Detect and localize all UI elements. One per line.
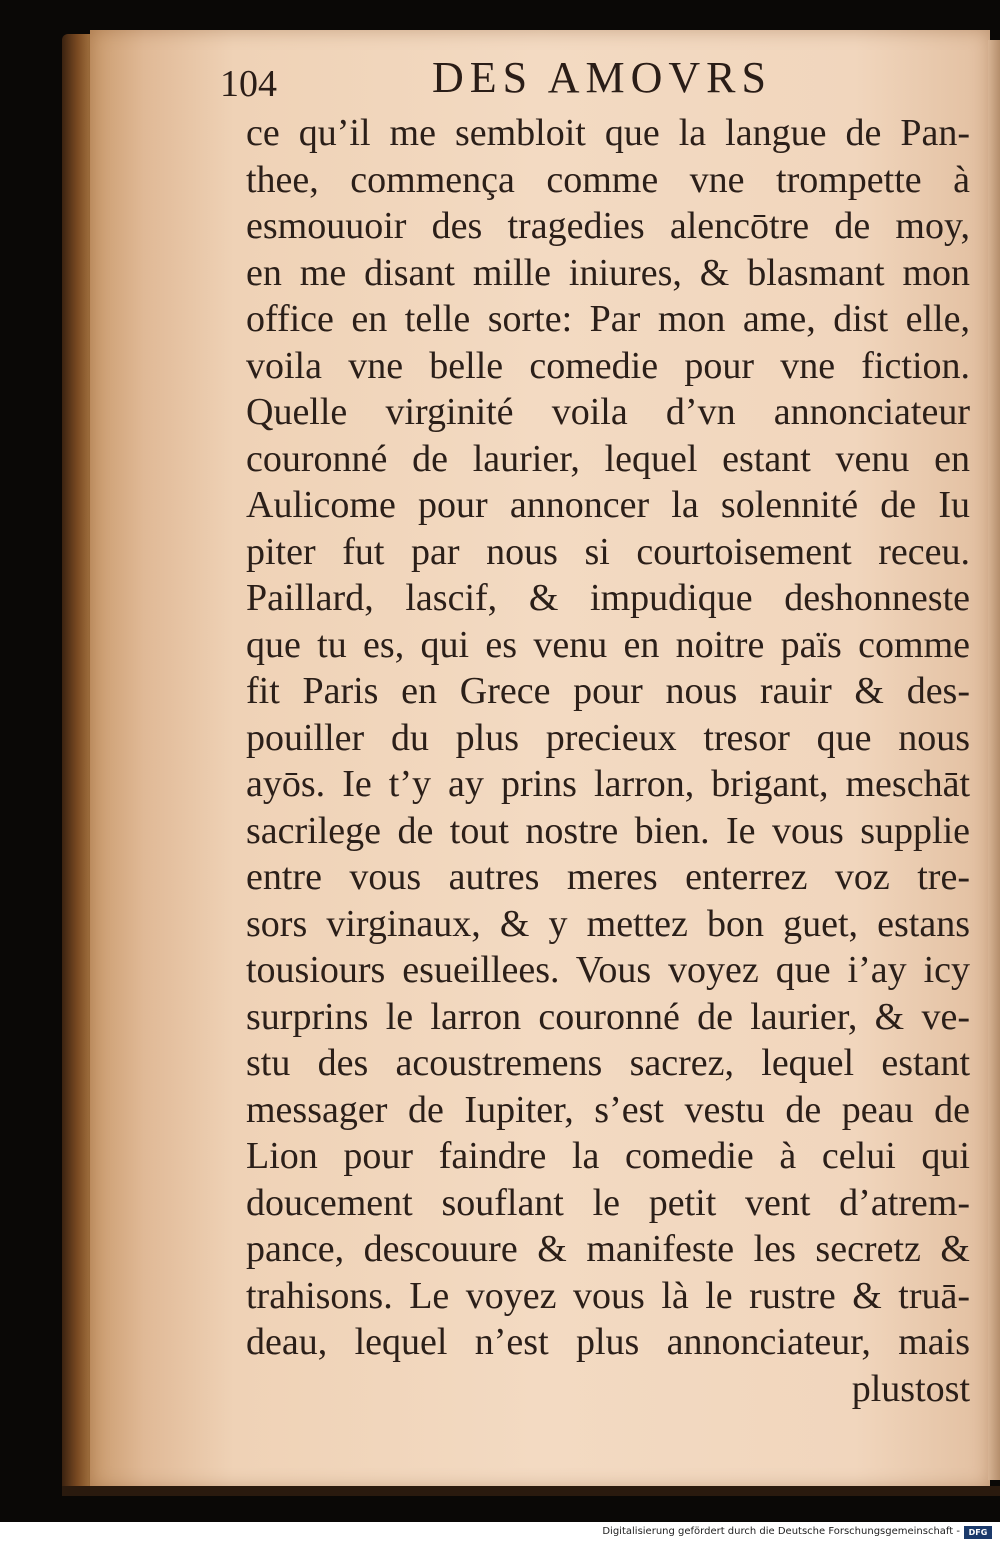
text-line: Paillard, lascif, & impudique deshonneste [246,577,970,619]
text-line: ayōs. Ie t’y ay prins larron, brigant, meschāt [246,763,970,805]
text-line: deau, lequel n’est plus annonciateur, mais [246,1321,970,1363]
text-line: esmouuoir des tragedies alencōtre de moy, [246,205,970,247]
catchword: plustost [851,1367,970,1410]
text-line: Quelle virginité voila d’vn annonciateur [246,391,970,433]
text-line: voila vne belle comedie pour vne fiction. [246,344,970,387]
text-line: Aulicome pour annoncer la solennité de Iu [246,484,970,526]
text-line: Lion pour faindre la comedie à celui qui [246,1135,970,1177]
text-line: fit Paris en Grece pour nous rauir & des- [246,670,970,712]
text-line: pance, descouure & manifeste les secretz & [246,1228,970,1270]
digitization-footer [0,1522,1000,1544]
text-line: thee, commença comme vne trompette à [246,158,970,201]
text-line: surprins le larron couronné de laurier, & ve- [246,995,970,1038]
text-line: ce qu’il me sembloit que la langue de Pan- [246,112,970,154]
page-number: 104 [220,63,277,105]
text-line: sors virginaux, & y mettez bon guet, estans [246,902,970,945]
dfg-logo: DFG [964,1526,992,1539]
text-line: entre vous autres meres enterrez voz tre- [246,856,970,898]
text-line: piter fut par nous si courtoisement receu. [246,530,970,573]
text-line: tousiours esueillees. Vous voyez que i’ay icy [246,949,970,991]
text-line: trahisons. Le voyez vous là le rustre & truā- [246,1274,970,1317]
page-header [210,48,910,108]
text-line: doucement souflant le petit vent d’atrem- [246,1181,970,1224]
text-line: sacrilege de tout nostre bien. Ie vous supplie [246,809,970,852]
text-line: en me disant mille iniures, & blasmant mon [246,251,970,294]
running-head: DES AMOVRS [432,53,772,102]
text-line: office en telle sorte: Par mon ame, dist elle, [246,298,970,340]
funding-credit: Digitalisierung gefördert durch die Deutsche Forschungsgemeinschaft - [602,1526,960,1537]
text-line: pouiller du plus precieux tresor que nous [246,716,970,759]
text-line: couronné de laurier, lequel estant venu en [246,437,970,480]
page-bottom-shadow [62,1486,1000,1496]
text-line: stu des acoustremens sacrez, lequel estant [246,1042,970,1084]
page-fore-edge [988,40,1000,1480]
text-line: messager de Iupiter, s’est vestu de peau de [246,1088,970,1131]
text-line: que tu es, qui es venu en noitre païs comme [246,623,970,666]
body-text [246,110,970,1412]
